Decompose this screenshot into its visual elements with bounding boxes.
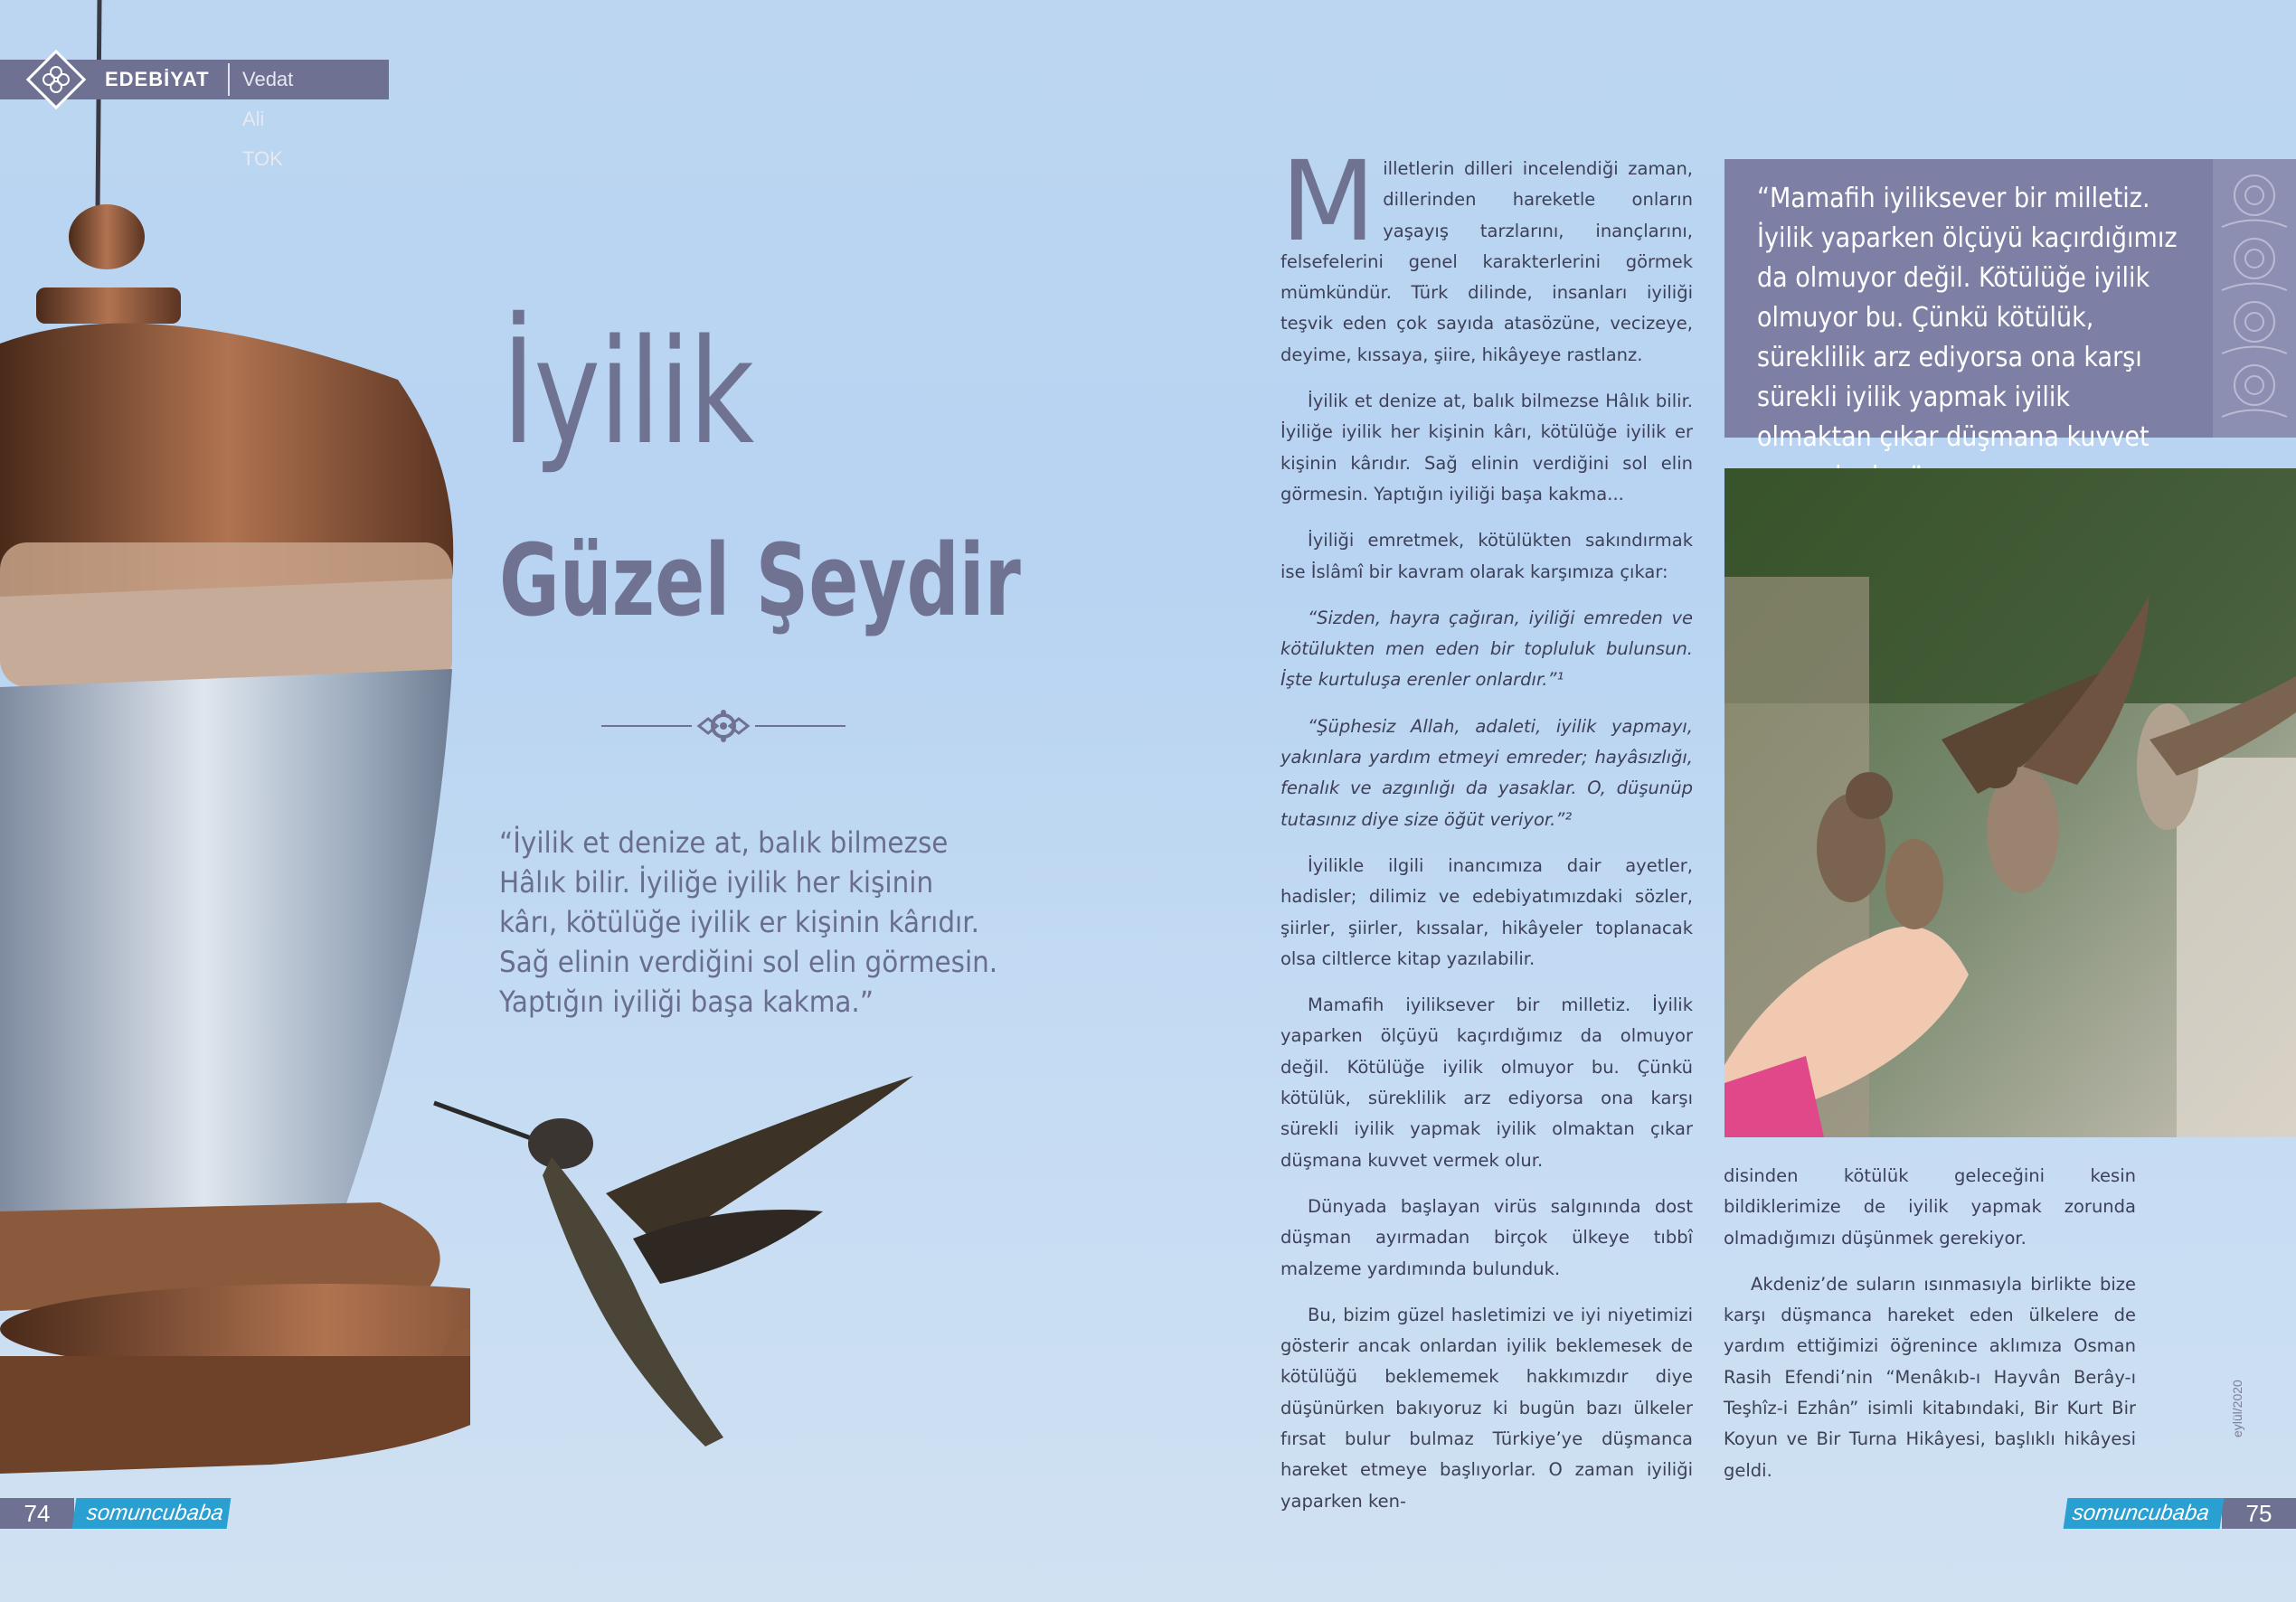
sparrows-feeding-photo xyxy=(1724,468,2296,1137)
paragraph: Bu, bizim güzel hasletimizi ve iyi niyetimizi gösterir ancak onlardan iyilik beklemesek de kötülüğü beklememek hakkımızdır diye düşünürken bakıyoruz ki bugün bazı ülkeler fırsat bulur bulmaz Türkiye’ye düşmanca hareket etmeye başlıyorlar. O zaman iyiliği yaparken ken- xyxy=(1280,1304,1693,1512)
pull-quote: “İyilik et denize at, balık bilmezse Hâlık bilir. İyiliğe iyilik her kişinin kârı, kötülüğe iyilik er kişinin kârıdır. Sağ elinin verdiğini sol elin görmesin. Yaptığın iyiliği başa kakma.” xyxy=(499,825,998,1019)
page-footer-left xyxy=(0,1498,229,1529)
author-name: Vedat Ali TOK xyxy=(242,68,294,170)
verse-quote: “Şüphesiz Allah, adaleti, iyilik yapmayı, yakınlara yardım etmeyi emreder; hayâsızlığı, fenalık ve azgınlığı da yasaklar. O, düşunüp tutasınız diye size öğüt veriyor.”² xyxy=(1280,715,1693,830)
paragraph: Akdeniz’de suların ısınmasıyla birlikte bize karşı düşmanca hareket eden ülkelere de yardım ettiğimizi öğrenince aklımıza Osman Rasih Efendi’nin “Menâkıb-ı Hayvân Berây-ı Teşhîz-i Ezhân” isimli kitabındaki, Bir Kurt Bir Koyun ve Bir Turna Hikâyesi, başlıklı hikâyesi geldi. xyxy=(1724,1273,2136,1481)
paragraph: disinden kötülük geleceğini kesin bildiklerimize de iyilik yapmak zorunda olmadığımızı düşünmek gerekiyor. xyxy=(1724,1165,2136,1249)
paragraph: İyilik et denize at, balık bilmezse Hâlık bilir. İyiliğe iyilik her kişinin kârı, kötülüğe iyilik er kişinin kârıdır. Sağ elinin verdiğini sol elin görmesin. Yaptığın iyiliği başa kakma... xyxy=(1280,391,1693,504)
paragraph: İyiliği emretmek, kötülükten sakındırmak ise İslâmî bir kavram olarak karşımıza çıkar: xyxy=(1280,530,1693,582)
paragraph: İyilikle ilgili inancımıza dair ayetler, hadisler; dilimiz ve edebiyatımızdaki sözler, şiirler, şiirler, kıssalar, hikâyeler toplanacak olsa ciltlerce kitap yazılabilir. xyxy=(1280,854,1693,969)
magazine-logo: somuncubaba xyxy=(2064,1498,2225,1529)
page-number: 75 xyxy=(2222,1498,2296,1529)
page-number: 74 xyxy=(0,1498,74,1529)
verse-quote: “Sizden, hayra çağıran, iyiliği emreden ve kötülukten men eden bir topluluk bulunsun. İşte kurtuluşa erenler onlardır.”¹ xyxy=(1280,607,1693,691)
article-title-line1: İyilik xyxy=(502,307,753,476)
divider xyxy=(228,63,230,96)
drop-cap: M xyxy=(1280,137,1376,266)
article-column-1 xyxy=(1280,137,1693,1532)
page-footer-right xyxy=(2065,1498,2296,1529)
paragraph: Mamafih iyiliksever bir milletiz. İyilik yaparken ölçüyü kaçırdığımız da olmuyor değil. Kötülüğe iyilik olmuyor bu. Çünkü kötülük, süreklilik arz ediyorsa ona karşı sürekli iyilik yapmak iyilik olmaktan çıkar düşmana kuvvet vermek olur. xyxy=(1280,994,1693,1171)
floral-pattern-icon xyxy=(2213,159,2296,438)
paragraph: Milletlerin dilleri incelendiği zaman, dillerinden hareketle onların yaşayış tarzlarını, inançlarını, felsefelerini genel karakterlerini görmek mümkündür. Türk dilinde, insanları iyiliği teşvik eden çok sayıda atasözüne, vecizeye, deyime, kıssaya, şiire, hikâyeye rastlanz. xyxy=(1280,137,1693,365)
article-title-line2: Güzel Şeydir xyxy=(499,523,1021,638)
article-column-2 xyxy=(1724,1161,2136,1502)
section-category: EDEBİYAT xyxy=(105,68,210,90)
quote-box-text: “Mamafih iyiliksever bir milletiz. İyilik yaparken ölçüyü kaçırdığımız da olmuyor değil. Kötülüğe iyilik olmuyor bu. Çünkü kötülük, süreklilik arz ediyorsa ona karşı sürekli iyilik yapmak iyilik olmaktan çıkar düşmana kuvvet xyxy=(1757,183,2178,453)
paragraph: Dünyada başlayan virüs salgınında dost düşman ayırmadan birçok ülkeye tıbbî malzeme yardımında bulunduk. xyxy=(1280,1195,1693,1279)
magazine-logo: somuncubaba xyxy=(72,1498,231,1529)
quote-box xyxy=(1724,159,2296,453)
ornament-divider-icon xyxy=(601,705,846,747)
ornament-diamond-icon xyxy=(25,49,87,110)
hummingbird-image xyxy=(425,1076,931,1474)
hummingbird-feeder-image xyxy=(0,0,470,1528)
issue-date: eylül/2020 xyxy=(2230,1380,2244,1437)
